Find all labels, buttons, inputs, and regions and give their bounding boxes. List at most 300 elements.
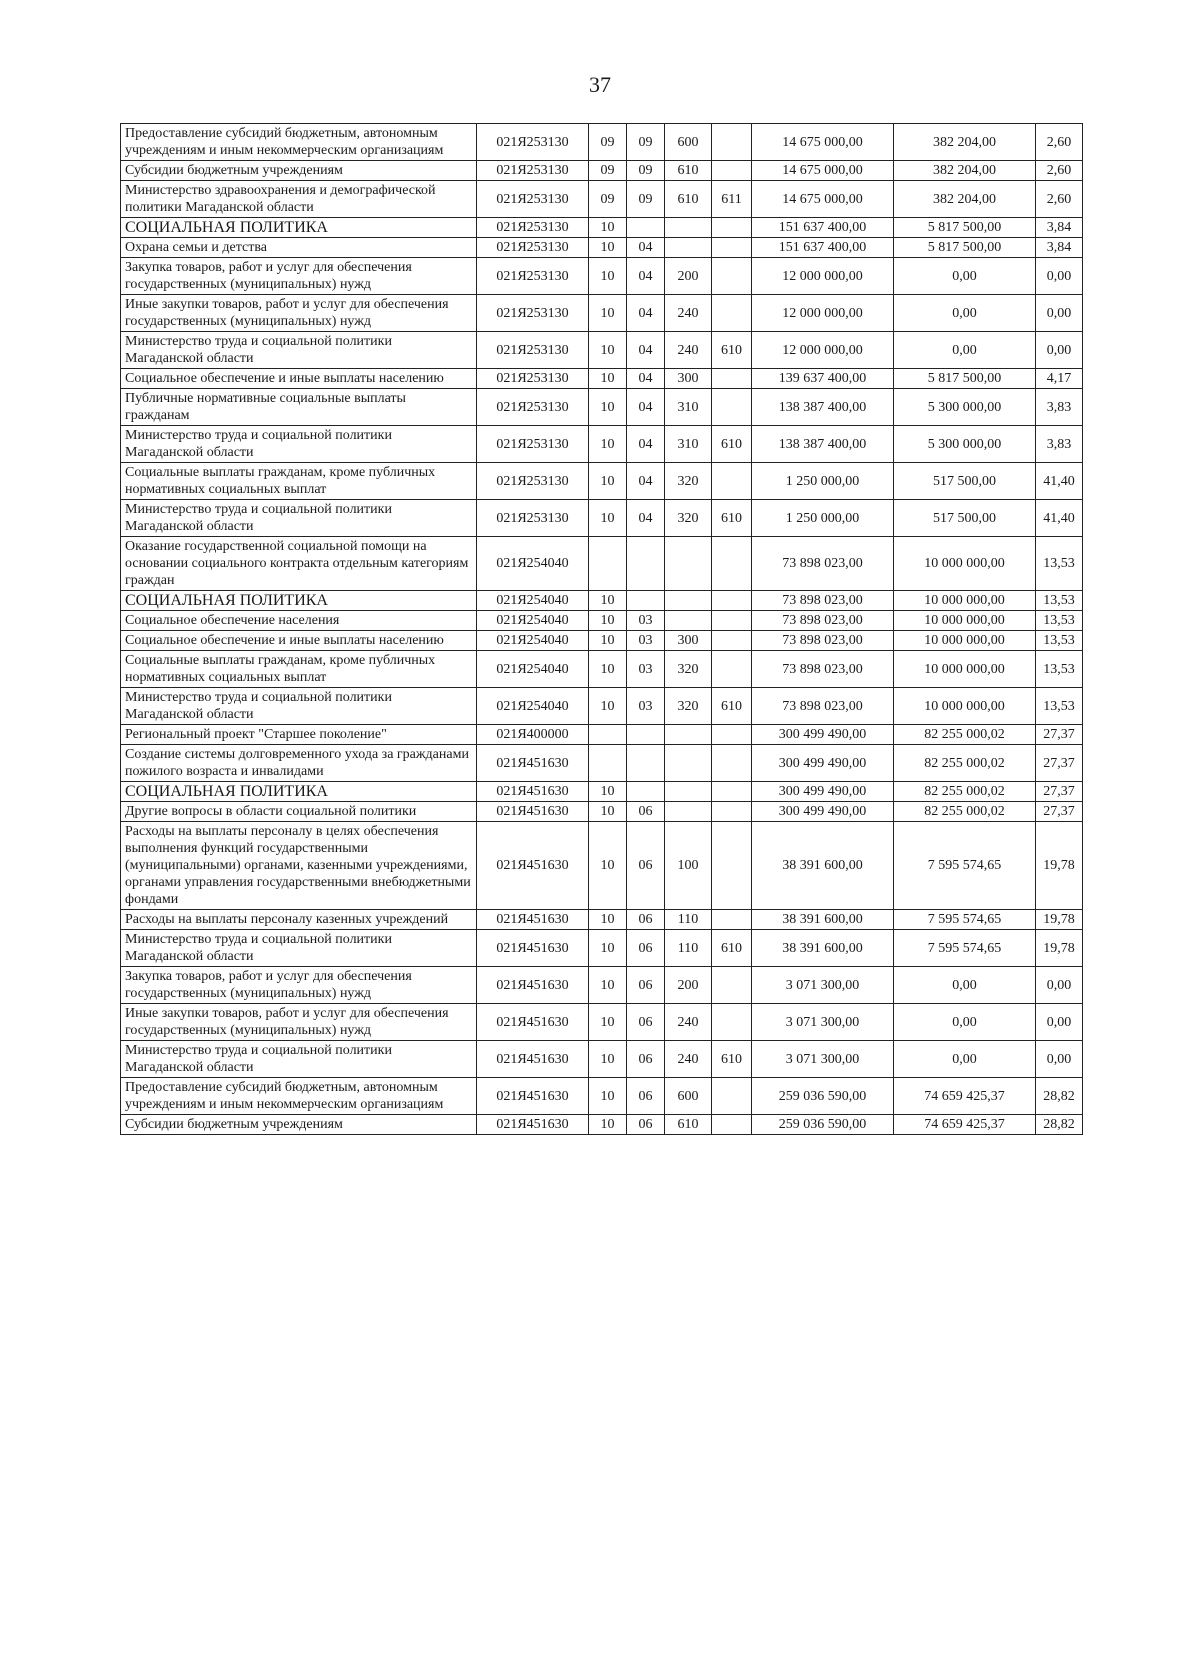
cell-fact: 10 000 000,00 xyxy=(894,631,1036,651)
cell-percent: 3,83 xyxy=(1036,389,1083,426)
cell-admin-code xyxy=(712,537,752,591)
cell-target-code: 021Я254040 xyxy=(477,591,589,611)
cell-fact: 7 595 574,65 xyxy=(894,822,1036,910)
cell-section: 10 xyxy=(589,910,627,930)
table-row xyxy=(121,369,1083,389)
cell-admin-code xyxy=(712,161,752,181)
cell-subsection: 04 xyxy=(627,500,665,537)
cell-subsection xyxy=(627,537,665,591)
cell-name: Предоставление субсидий бюджетным, автономным учреждениям и иным некоммерческим организациям xyxy=(121,1078,477,1115)
cell-percent: 13,53 xyxy=(1036,591,1083,611)
cell-expense-type: 240 xyxy=(665,1004,712,1041)
cell-admin-code xyxy=(712,1078,752,1115)
cell-name: Иные закупки товаров, работ и услуг для обеспечения государственных (муниципальных) нужд xyxy=(121,295,477,332)
cell-fact: 74 659 425,37 xyxy=(894,1115,1036,1135)
cell-fact: 5 300 000,00 xyxy=(894,426,1036,463)
cell-expense-type: 100 xyxy=(665,822,712,910)
cell-admin-code: 611 xyxy=(712,181,752,218)
cell-fact: 0,00 xyxy=(894,1041,1036,1078)
cell-expense-type: 240 xyxy=(665,332,712,369)
cell-admin-code xyxy=(712,238,752,258)
table-row xyxy=(121,631,1083,651)
cell-plan: 151 637 400,00 xyxy=(752,238,894,258)
cell-expense-type: 200 xyxy=(665,258,712,295)
cell-percent: 3,84 xyxy=(1036,238,1083,258)
cell-target-code: 021Я451630 xyxy=(477,930,589,967)
cell-target-code: 021Я253130 xyxy=(477,389,589,426)
cell-expense-type: 240 xyxy=(665,295,712,332)
cell-expense-type: 320 xyxy=(665,463,712,500)
cell-expense-type: 200 xyxy=(665,967,712,1004)
cell-name: СОЦИАЛЬНАЯ ПОЛИТИКА xyxy=(121,218,477,238)
cell-plan: 73 898 023,00 xyxy=(752,611,894,631)
cell-admin-code: 610 xyxy=(712,426,752,463)
cell-subsection: 04 xyxy=(627,258,665,295)
cell-admin-code xyxy=(712,651,752,688)
cell-expense-type: 320 xyxy=(665,651,712,688)
cell-fact: 0,00 xyxy=(894,295,1036,332)
cell-plan: 14 675 000,00 xyxy=(752,161,894,181)
cell-fact: 10 000 000,00 xyxy=(894,591,1036,611)
cell-fact: 7 595 574,65 xyxy=(894,910,1036,930)
cell-expense-type xyxy=(665,537,712,591)
cell-fact: 0,00 xyxy=(894,967,1036,1004)
table-row xyxy=(121,238,1083,258)
cell-admin-code: 610 xyxy=(712,500,752,537)
cell-target-code: 021Я451630 xyxy=(477,1041,589,1078)
cell-expense-type xyxy=(665,218,712,238)
cell-subsection: 04 xyxy=(627,332,665,369)
cell-percent: 13,53 xyxy=(1036,651,1083,688)
cell-fact: 10 000 000,00 xyxy=(894,688,1036,725)
cell-fact: 10 000 000,00 xyxy=(894,651,1036,688)
cell-target-code: 021Я451630 xyxy=(477,910,589,930)
cell-section: 10 xyxy=(589,389,627,426)
cell-admin-code xyxy=(712,910,752,930)
cell-name: Министерство труда и социальной политики Магаданской области xyxy=(121,426,477,463)
table-row xyxy=(121,651,1083,688)
table-row xyxy=(121,463,1083,500)
cell-name: Другие вопросы в области социальной политики xyxy=(121,802,477,822)
cell-name: Министерство здравоохранения и демографической политики Магаданской области xyxy=(121,181,477,218)
cell-expense-type: 610 xyxy=(665,161,712,181)
cell-name: Создание системы долговременного ухода за гражданами пожилого возраста и инвалидами xyxy=(121,745,477,782)
cell-admin-code xyxy=(712,258,752,295)
budget-table xyxy=(120,123,1083,1135)
cell-section: 10 xyxy=(589,258,627,295)
cell-expense-type: 320 xyxy=(665,688,712,725)
table-row xyxy=(121,822,1083,910)
cell-subsection: 04 xyxy=(627,369,665,389)
table-row xyxy=(121,611,1083,631)
cell-expense-type: 600 xyxy=(665,124,712,161)
cell-target-code: 021Я254040 xyxy=(477,537,589,591)
cell-percent: 28,82 xyxy=(1036,1115,1083,1135)
table-row xyxy=(121,332,1083,369)
table-row xyxy=(121,258,1083,295)
cell-plan: 73 898 023,00 xyxy=(752,537,894,591)
cell-admin-code xyxy=(712,295,752,332)
cell-name: Министерство труда и социальной политики Магаданской области xyxy=(121,688,477,725)
cell-percent: 28,82 xyxy=(1036,1078,1083,1115)
cell-subsection: 04 xyxy=(627,426,665,463)
cell-percent: 19,78 xyxy=(1036,930,1083,967)
cell-admin-code xyxy=(712,782,752,802)
cell-target-code: 021Я253130 xyxy=(477,181,589,218)
cell-percent: 2,60 xyxy=(1036,124,1083,161)
cell-section: 10 xyxy=(589,238,627,258)
cell-percent: 3,84 xyxy=(1036,218,1083,238)
table-row xyxy=(121,910,1083,930)
cell-expense-type: 600 xyxy=(665,1078,712,1115)
cell-percent: 0,00 xyxy=(1036,332,1083,369)
cell-section: 10 xyxy=(589,651,627,688)
cell-subsection: 06 xyxy=(627,1078,665,1115)
cell-expense-type: 300 xyxy=(665,369,712,389)
table-body xyxy=(121,124,1083,1135)
cell-expense-type xyxy=(665,725,712,745)
cell-fact: 382 204,00 xyxy=(894,124,1036,161)
table-row xyxy=(121,295,1083,332)
cell-target-code: 021Я253130 xyxy=(477,258,589,295)
table-row xyxy=(121,930,1083,967)
cell-section: 09 xyxy=(589,161,627,181)
cell-percent: 19,78 xyxy=(1036,910,1083,930)
cell-plan: 14 675 000,00 xyxy=(752,181,894,218)
cell-target-code: 021Я451630 xyxy=(477,802,589,822)
cell-expense-type: 110 xyxy=(665,930,712,967)
cell-percent: 0,00 xyxy=(1036,967,1083,1004)
cell-percent: 4,17 xyxy=(1036,369,1083,389)
table-row xyxy=(121,181,1083,218)
cell-plan: 73 898 023,00 xyxy=(752,591,894,611)
cell-expense-type xyxy=(665,745,712,782)
cell-subsection: 04 xyxy=(627,295,665,332)
cell-percent: 13,53 xyxy=(1036,537,1083,591)
cell-percent: 2,60 xyxy=(1036,161,1083,181)
cell-plan: 3 071 300,00 xyxy=(752,1004,894,1041)
cell-target-code: 021Я253130 xyxy=(477,218,589,238)
cell-percent: 0,00 xyxy=(1036,1041,1083,1078)
cell-plan: 151 637 400,00 xyxy=(752,218,894,238)
cell-percent: 0,00 xyxy=(1036,295,1083,332)
cell-target-code: 021Я254040 xyxy=(477,631,589,651)
cell-target-code: 021Я253130 xyxy=(477,161,589,181)
table-row xyxy=(121,802,1083,822)
cell-plan: 300 499 490,00 xyxy=(752,725,894,745)
cell-percent: 27,37 xyxy=(1036,782,1083,802)
cell-target-code: 021Я451630 xyxy=(477,967,589,1004)
cell-plan: 138 387 400,00 xyxy=(752,389,894,426)
cell-fact: 382 204,00 xyxy=(894,161,1036,181)
cell-admin-code xyxy=(712,591,752,611)
cell-plan: 3 071 300,00 xyxy=(752,967,894,1004)
cell-expense-type: 610 xyxy=(665,1115,712,1135)
cell-admin-code xyxy=(712,631,752,651)
cell-subsection: 06 xyxy=(627,1004,665,1041)
cell-plan: 12 000 000,00 xyxy=(752,295,894,332)
cell-section: 10 xyxy=(589,426,627,463)
cell-subsection xyxy=(627,218,665,238)
cell-admin-code xyxy=(712,124,752,161)
cell-fact: 517 500,00 xyxy=(894,463,1036,500)
cell-subsection: 03 xyxy=(627,631,665,651)
cell-subsection: 04 xyxy=(627,463,665,500)
cell-admin-code xyxy=(712,822,752,910)
cell-name: Министерство труда и социальной политики Магаданской области xyxy=(121,332,477,369)
cell-fact: 82 255 000,02 xyxy=(894,725,1036,745)
cell-admin-code: 610 xyxy=(712,1041,752,1078)
cell-section: 10 xyxy=(589,1004,627,1041)
table-row xyxy=(121,782,1083,802)
cell-admin-code xyxy=(712,745,752,782)
page-number: 37 xyxy=(589,72,611,97)
cell-name: Министерство труда и социальной политики Магаданской области xyxy=(121,1041,477,1078)
cell-target-code: 021Я253130 xyxy=(477,332,589,369)
cell-section: 10 xyxy=(589,611,627,631)
cell-plan: 73 898 023,00 xyxy=(752,631,894,651)
cell-admin-code xyxy=(712,218,752,238)
cell-expense-type xyxy=(665,591,712,611)
cell-expense-type xyxy=(665,802,712,822)
cell-plan: 73 898 023,00 xyxy=(752,651,894,688)
cell-admin-code xyxy=(712,389,752,426)
cell-expense-type: 610 xyxy=(665,181,712,218)
cell-admin-code: 610 xyxy=(712,930,752,967)
cell-name: Закупка товаров, работ и услуг для обеспечения государственных (муниципальных) нужд xyxy=(121,258,477,295)
cell-percent: 19,78 xyxy=(1036,822,1083,910)
table-row xyxy=(121,1004,1083,1041)
cell-name: Социальное обеспечение и иные выплаты населению xyxy=(121,369,477,389)
table-row xyxy=(121,1041,1083,1078)
table-row xyxy=(121,745,1083,782)
cell-fact: 382 204,00 xyxy=(894,181,1036,218)
cell-name: Министерство труда и социальной политики Магаданской области xyxy=(121,930,477,967)
cell-percent: 0,00 xyxy=(1036,1004,1083,1041)
cell-subsection xyxy=(627,782,665,802)
table-row xyxy=(121,389,1083,426)
cell-plan: 12 000 000,00 xyxy=(752,332,894,369)
cell-target-code: 021Я253130 xyxy=(477,124,589,161)
cell-subsection: 03 xyxy=(627,688,665,725)
cell-target-code: 021Я254040 xyxy=(477,688,589,725)
table-row xyxy=(121,426,1083,463)
cell-expense-type: 310 xyxy=(665,426,712,463)
cell-fact: 0,00 xyxy=(894,332,1036,369)
cell-admin-code: 610 xyxy=(712,332,752,369)
cell-section: 10 xyxy=(589,591,627,611)
cell-subsection: 03 xyxy=(627,651,665,688)
cell-section: 10 xyxy=(589,930,627,967)
cell-target-code: 021Я253130 xyxy=(477,463,589,500)
cell-section: 10 xyxy=(589,500,627,537)
cell-admin-code xyxy=(712,611,752,631)
cell-section xyxy=(589,745,627,782)
cell-section: 10 xyxy=(589,822,627,910)
table-row xyxy=(121,967,1083,1004)
cell-admin-code xyxy=(712,1115,752,1135)
cell-name: Социальное обеспечение и иные выплаты населению xyxy=(121,631,477,651)
cell-percent: 3,83 xyxy=(1036,426,1083,463)
cell-subsection: 04 xyxy=(627,389,665,426)
cell-plan: 38 391 600,00 xyxy=(752,822,894,910)
cell-section: 10 xyxy=(589,463,627,500)
cell-section: 10 xyxy=(589,1078,627,1115)
cell-section xyxy=(589,537,627,591)
cell-plan: 12 000 000,00 xyxy=(752,258,894,295)
table-row xyxy=(121,500,1083,537)
cell-percent: 2,60 xyxy=(1036,181,1083,218)
cell-section: 10 xyxy=(589,369,627,389)
cell-section xyxy=(589,725,627,745)
cell-name: Закупка товаров, работ и услуг для обеспечения государственных (муниципальных) нужд xyxy=(121,967,477,1004)
cell-fact: 5 300 000,00 xyxy=(894,389,1036,426)
cell-name: Охрана семьи и детства xyxy=(121,238,477,258)
cell-name: Предоставление субсидий бюджетным, автономным учреждениям и иным некоммерческим организациям xyxy=(121,124,477,161)
cell-section: 10 xyxy=(589,688,627,725)
cell-target-code: 021Я254040 xyxy=(477,611,589,631)
cell-fact: 74 659 425,37 xyxy=(894,1078,1036,1115)
cell-expense-type: 110 xyxy=(665,910,712,930)
cell-expense-type: 300 xyxy=(665,631,712,651)
table-row xyxy=(121,161,1083,181)
cell-percent: 27,37 xyxy=(1036,725,1083,745)
cell-plan: 73 898 023,00 xyxy=(752,688,894,725)
cell-plan: 259 036 590,00 xyxy=(752,1115,894,1135)
cell-plan: 1 250 000,00 xyxy=(752,500,894,537)
cell-name: СОЦИАЛЬНАЯ ПОЛИТИКА xyxy=(121,782,477,802)
cell-name: Социальные выплаты гражданам, кроме публичных нормативных социальных выплат xyxy=(121,651,477,688)
cell-target-code: 021Я451630 xyxy=(477,782,589,802)
cell-target-code: 021Я451630 xyxy=(477,1115,589,1135)
cell-name: Оказание государственной социальной помощи на основании социального контракта отдельным категориям граждан xyxy=(121,537,477,591)
cell-fact: 10 000 000,00 xyxy=(894,611,1036,631)
cell-subsection: 06 xyxy=(627,822,665,910)
cell-section: 10 xyxy=(589,332,627,369)
cell-subsection: 06 xyxy=(627,967,665,1004)
cell-name: Министерство труда и социальной политики Магаданской области xyxy=(121,500,477,537)
cell-fact: 82 255 000,02 xyxy=(894,782,1036,802)
cell-admin-code xyxy=(712,1004,752,1041)
cell-section: 10 xyxy=(589,218,627,238)
cell-fact: 5 817 500,00 xyxy=(894,218,1036,238)
table-row xyxy=(121,218,1083,238)
table-row xyxy=(121,688,1083,725)
cell-target-code: 021Я451630 xyxy=(477,1078,589,1115)
table-row xyxy=(121,124,1083,161)
table-row xyxy=(121,1078,1083,1115)
cell-plan: 138 387 400,00 xyxy=(752,426,894,463)
cell-plan: 38 391 600,00 xyxy=(752,910,894,930)
cell-section: 10 xyxy=(589,631,627,651)
table-row xyxy=(121,591,1083,611)
cell-section: 09 xyxy=(589,181,627,218)
cell-percent: 27,37 xyxy=(1036,802,1083,822)
cell-expense-type xyxy=(665,611,712,631)
cell-expense-type: 320 xyxy=(665,500,712,537)
cell-percent: 0,00 xyxy=(1036,258,1083,295)
cell-section: 10 xyxy=(589,802,627,822)
table-row xyxy=(121,1115,1083,1135)
cell-expense-type: 310 xyxy=(665,389,712,426)
cell-subsection xyxy=(627,745,665,782)
cell-target-code: 021Я253130 xyxy=(477,369,589,389)
cell-admin-code xyxy=(712,463,752,500)
cell-name: Расходы на выплаты персоналу в целях обеспечения выполнения функций государственными (муниципальными) органами, казенными учреждениями, органами управления государственными внебюджетными фондами xyxy=(121,822,477,910)
cell-plan: 300 499 490,00 xyxy=(752,802,894,822)
cell-subsection: 03 xyxy=(627,611,665,631)
cell-fact: 0,00 xyxy=(894,1004,1036,1041)
cell-fact: 0,00 xyxy=(894,258,1036,295)
cell-percent: 13,53 xyxy=(1036,611,1083,631)
cell-plan: 300 499 490,00 xyxy=(752,782,894,802)
cell-target-code: 021Я253130 xyxy=(477,295,589,332)
cell-target-code: 021Я253130 xyxy=(477,426,589,463)
cell-expense-type xyxy=(665,238,712,258)
cell-expense-type: 240 xyxy=(665,1041,712,1078)
cell-plan: 14 675 000,00 xyxy=(752,124,894,161)
cell-fact: 5 817 500,00 xyxy=(894,369,1036,389)
cell-fact: 5 817 500,00 xyxy=(894,238,1036,258)
cell-fact: 82 255 000,02 xyxy=(894,802,1036,822)
cell-percent: 13,53 xyxy=(1036,688,1083,725)
cell-section: 10 xyxy=(589,967,627,1004)
cell-name: Социальное обеспечение населения xyxy=(121,611,477,631)
cell-target-code: 021Я451630 xyxy=(477,1004,589,1041)
cell-subsection: 04 xyxy=(627,238,665,258)
cell-percent: 27,37 xyxy=(1036,745,1083,782)
cell-name: Расходы на выплаты персоналу казенных учреждений xyxy=(121,910,477,930)
cell-admin-code xyxy=(712,967,752,1004)
cell-expense-type xyxy=(665,782,712,802)
cell-subsection: 06 xyxy=(627,802,665,822)
cell-subsection: 06 xyxy=(627,930,665,967)
cell-percent: 13,53 xyxy=(1036,631,1083,651)
cell-subsection: 09 xyxy=(627,124,665,161)
cell-target-code: 021Я451630 xyxy=(477,822,589,910)
cell-target-code: 021Я400000 xyxy=(477,725,589,745)
cell-plan: 3 071 300,00 xyxy=(752,1041,894,1078)
cell-fact: 10 000 000,00 xyxy=(894,537,1036,591)
cell-plan: 300 499 490,00 xyxy=(752,745,894,782)
cell-admin-code: 610 xyxy=(712,688,752,725)
cell-section: 10 xyxy=(589,782,627,802)
cell-admin-code xyxy=(712,369,752,389)
table-row xyxy=(121,537,1083,591)
cell-subsection: 09 xyxy=(627,161,665,181)
cell-target-code: 021Я451630 xyxy=(477,745,589,782)
cell-plan: 1 250 000,00 xyxy=(752,463,894,500)
cell-plan: 139 637 400,00 xyxy=(752,369,894,389)
cell-fact: 517 500,00 xyxy=(894,500,1036,537)
table-row xyxy=(121,725,1083,745)
cell-subsection xyxy=(627,591,665,611)
cell-name: Социальные выплаты гражданам, кроме публичных нормативных социальных выплат xyxy=(121,463,477,500)
cell-name: Субсидии бюджетным учреждениям xyxy=(121,161,477,181)
cell-section: 09 xyxy=(589,124,627,161)
cell-subsection: 06 xyxy=(627,1115,665,1135)
cell-subsection: 06 xyxy=(627,910,665,930)
cell-admin-code xyxy=(712,802,752,822)
cell-target-code: 021Я253130 xyxy=(477,238,589,258)
cell-admin-code xyxy=(712,725,752,745)
cell-name: Публичные нормативные социальные выплаты гражданам xyxy=(121,389,477,426)
cell-fact: 82 255 000,02 xyxy=(894,745,1036,782)
cell-subsection xyxy=(627,725,665,745)
cell-name: СОЦИАЛЬНАЯ ПОЛИТИКА xyxy=(121,591,477,611)
cell-section: 10 xyxy=(589,1041,627,1078)
cell-fact: 7 595 574,65 xyxy=(894,930,1036,967)
